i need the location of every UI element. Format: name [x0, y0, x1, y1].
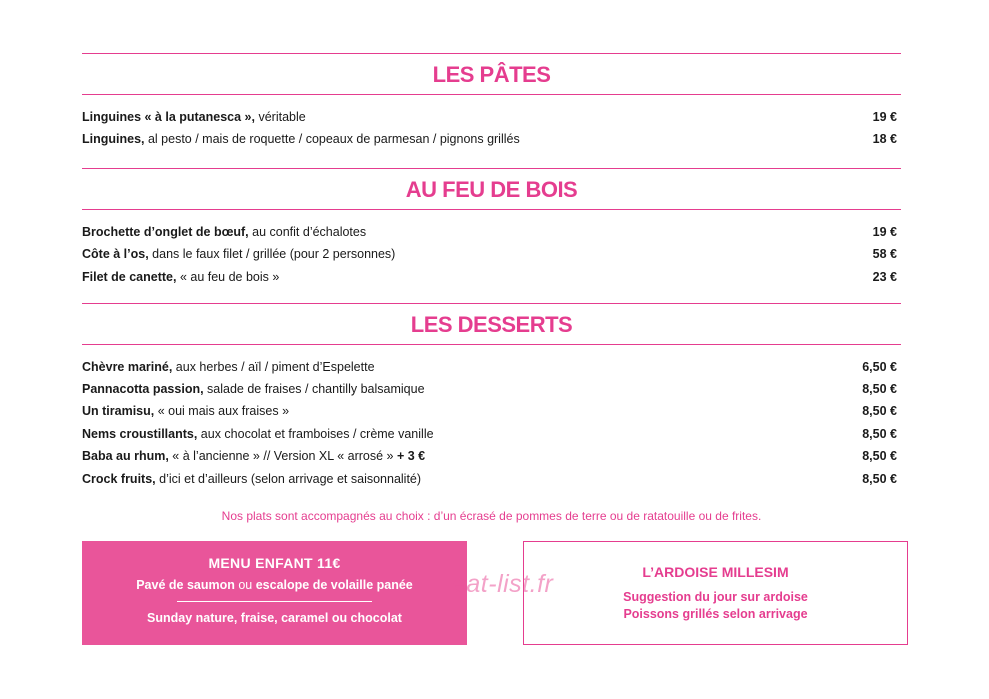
item-name: Linguines « à la putanesca »,	[82, 110, 255, 124]
item-price: 23 €	[872, 270, 897, 284]
menu-item	[82, 469, 901, 489]
ardoise-line-2: Poissons grillés selon arrivage	[623, 607, 808, 621]
menu-item	[82, 401, 901, 421]
item-price: 8,50 €	[862, 382, 897, 396]
item-price: 8,50 €	[862, 404, 897, 418]
menu-item	[82, 129, 901, 149]
divider	[82, 303, 901, 304]
menu-enfant-main	[82, 578, 467, 592]
item-name: Pannacotta passion,	[82, 382, 204, 396]
item-desc: « oui mais aux fraises »	[154, 404, 290, 418]
menu-enfant-divider	[177, 601, 372, 602]
item-price: 8,50 €	[862, 427, 897, 441]
item-price: 19 €	[872, 225, 897, 239]
menu-enfant-dessert: Sunday nature, fraise, caramel ou chocolat	[147, 611, 402, 625]
item-desc: d’ici et d’ailleurs (selon arrivage et saisonnalité)	[155, 472, 422, 486]
item-desc: « au feu de bois »	[176, 270, 280, 284]
item-desc: aux herbes / aïl / piment d’Espelette	[172, 360, 375, 374]
item-name: Linguines,	[82, 132, 145, 146]
ardoise-title: L’ARDOISE MILLESIM	[642, 564, 789, 580]
menu-enfant-title: MENU ENFANT 11€	[208, 555, 341, 571]
ardoise-line-1: Suggestion du jour sur ardoise	[623, 590, 808, 604]
divider	[82, 344, 901, 345]
accompaniment-note: Nos plats sont accompagnés au choix : d’un écrasé de pommes de terre ou de ratatouille ou de frites.	[221, 509, 762, 523]
item-name: Crock fruits,	[82, 472, 156, 486]
item-name: Un tiramisu,	[82, 404, 155, 418]
item-price: 19 €	[872, 110, 897, 124]
menu-enfant-option-a: Pavé de saumon	[136, 578, 235, 592]
menu-item	[82, 222, 901, 242]
item-desc: salade de fraises / chantilly balsamique	[203, 382, 425, 396]
menu-item	[82, 244, 901, 264]
divider	[82, 168, 901, 169]
menu-item	[82, 424, 901, 444]
menu-enfant-box	[82, 541, 467, 645]
item-desc: dans le faux filet / grillée (pour 2 personnes)	[148, 247, 396, 261]
item-name: Filet de canette,	[82, 270, 177, 284]
item-name: Baba au rhum,	[82, 449, 169, 463]
item-price: 58 €	[872, 247, 897, 261]
menu-item	[82, 446, 901, 466]
item-price: 18 €	[872, 132, 897, 146]
item-desc: al pesto / mais de roquette / copeaux de parmesan / pignons grillés	[144, 132, 520, 146]
item-desc: véritable	[254, 110, 306, 124]
menu-item	[82, 357, 901, 377]
menu-item	[82, 107, 901, 127]
item-name: Chèvre mariné,	[82, 360, 173, 374]
item-desc: au confit d’échalotes	[248, 225, 367, 239]
section-title-desserts: LES DESSERTS	[410, 312, 573, 337]
menu-enfant-option-b: escalope de volaille panée	[255, 578, 413, 592]
watermark: eat-list.fr	[452, 570, 554, 598]
item-name: Côte à l’os,	[82, 247, 149, 261]
divider-top	[82, 53, 901, 54]
menu-item	[82, 267, 901, 287]
item-extra-price: + 3 €	[393, 449, 426, 463]
item-desc: aux chocolat et framboises / crème vanille	[197, 427, 434, 441]
item-name: Brochette d’onglet de bœuf,	[82, 225, 249, 239]
item-name: Nems croustillants,	[82, 427, 198, 441]
divider	[82, 94, 901, 95]
ardoise-box	[523, 541, 908, 645]
item-price: 8,50 €	[862, 472, 897, 486]
menu-item	[82, 379, 901, 399]
section-title-pates: LES PÂTES	[432, 62, 551, 87]
item-price: 8,50 €	[862, 449, 897, 463]
section-title-feu-de-bois: AU FEU DE BOIS	[405, 177, 578, 202]
menu-enfant-ou: ou	[234, 578, 256, 592]
item-desc: « à l’ancienne » // Version XL « arrosé »	[168, 449, 394, 463]
item-price: 6,50 €	[862, 360, 897, 374]
divider	[82, 209, 901, 210]
